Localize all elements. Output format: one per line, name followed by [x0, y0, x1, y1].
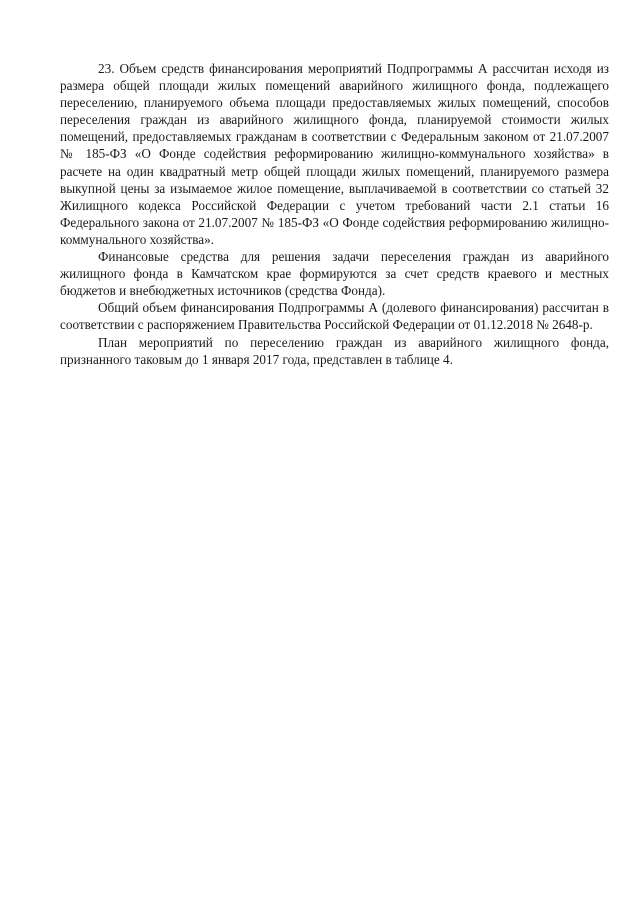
paragraph-funding-sources: Финансовые средства для решения задачи переселения граждан из аварийного жилищного фонда в Камчатском крае формируются за счет средств краевого и местных бюджетов и внебюджетных источников (средства Фонда). [60, 249, 609, 299]
paragraph-resettlement-plan: План мероприятий по переселению граждан из аварийного жилищного фонда, признанного таковым до 1 января 2017 года, представлен в таблице 4. [60, 334, 609, 367]
paragraph-total-funding: Общий объем финансирования Подпрограммы А (долевого финансирования) рассчитан в соответствии с распоряжением Правительства Российской Федерации от 01.12.2018 № 2648-р. [60, 300, 609, 333]
document-body [60, 60, 609, 368]
paragraph-funding-calculation: 23. Объем средств финансирования мероприятий Подпрограммы А рассчитан исходя из размера общей площади жилых помещений аварийного жилищного фонда, подлежащего переселению, планируемого объема площади предоставляемых жилых помещений, способов переселения граждан из аварийного жилищного фонда, планируемой стоимости жилых помещений, предоставляемых гражданам в соответствии с Федеральным законом от 21.07.2007 № 185-ФЗ «О Фонде содействия реформированию жилищно-коммунального хозяйства» в расчете на один квадратный метр общей площади жилых помещений, планируемого размера выкупной цены за изымаемое жилое помещение, выплачиваемой в соответствии со статьей 32 Жилищного кодекса Российской Федерации с учетом требований части 2.1 статьи 16 Федерального закона от 21.07.2007 № 185-ФЗ «О Фонде содействия реформированию жилищно-коммунального хозяйства». [60, 61, 609, 247]
